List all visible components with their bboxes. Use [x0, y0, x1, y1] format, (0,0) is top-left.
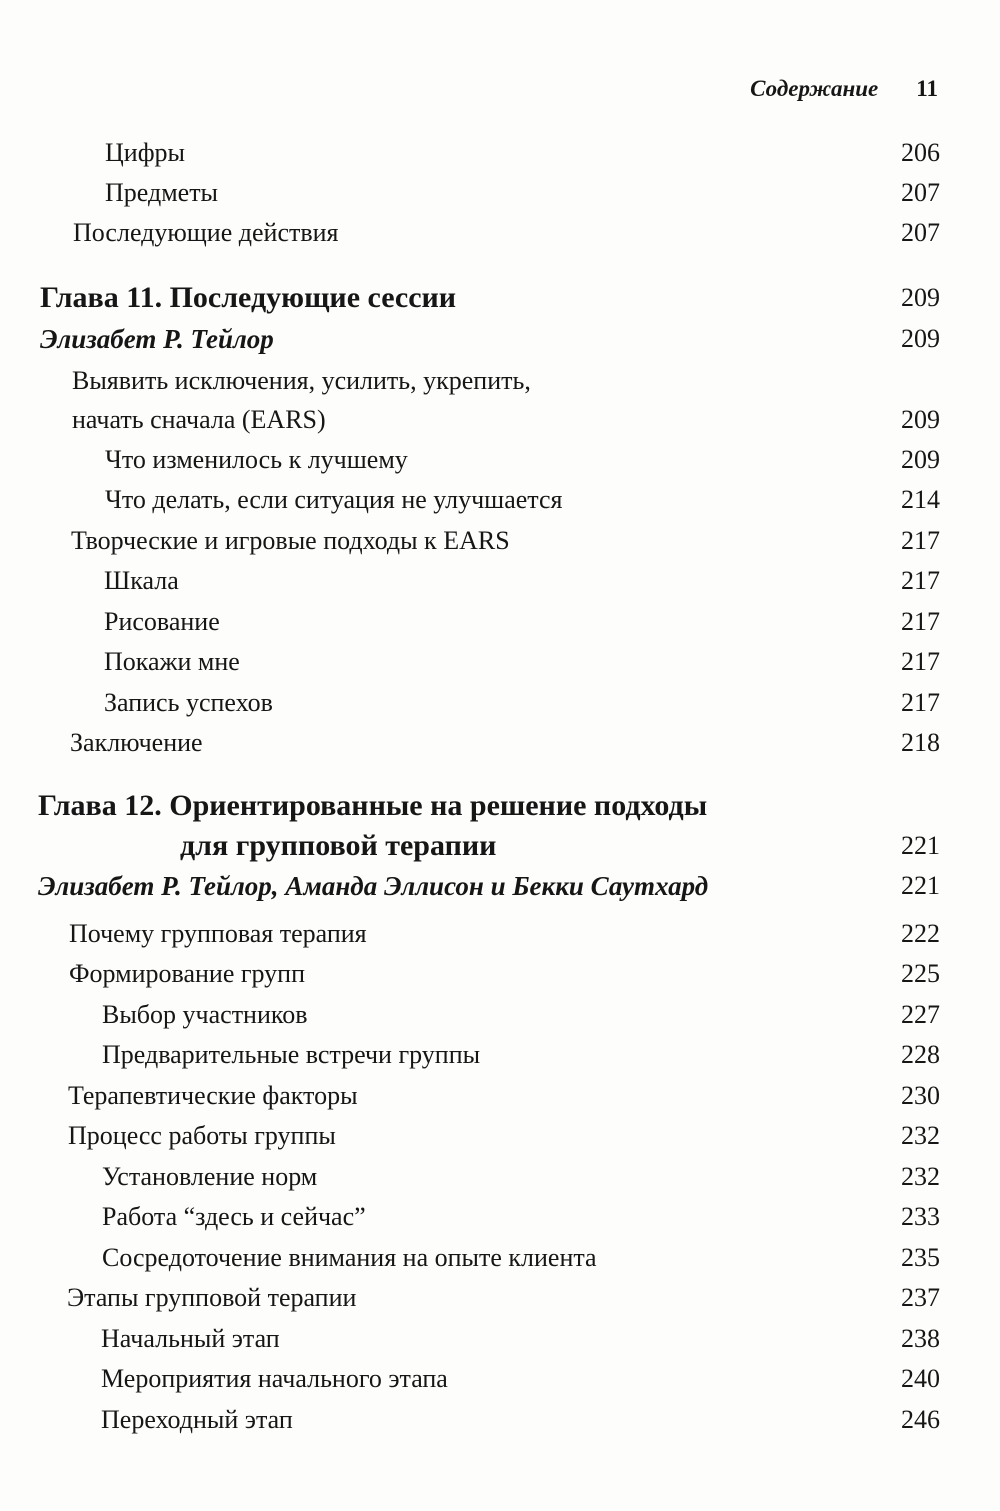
header-page-number: 11 [916, 76, 938, 101]
entry-title: Последующие действия [73, 218, 339, 247]
toc-entry [0, 995, 1000, 1035]
toc-entry [0, 480, 1000, 520]
chapter-author [0, 319, 1000, 359]
entry-title: Установление норм [102, 1162, 318, 1191]
entry-title: Что изменилось к лучшему [105, 445, 408, 474]
entry-title: Предварительные встречи группы [102, 1040, 481, 1069]
entry-page: 207 [901, 178, 940, 207]
entry-title: Процесс работы группы [68, 1121, 336, 1150]
entry-title: Цифры [105, 138, 186, 167]
entry-page: 214 [901, 485, 940, 514]
entry-page: 209 [901, 324, 940, 353]
entry-page: 232 [901, 1121, 940, 1150]
chapter-heading [0, 826, 1000, 866]
toc-entry [0, 954, 1000, 994]
toc-entry [0, 400, 1000, 440]
running-header [750, 76, 938, 102]
toc-entry [0, 561, 1000, 601]
chapter-title: Глава 11. Последующие сессии [40, 281, 457, 314]
toc-entry [0, 521, 1000, 561]
entry-page: 235 [901, 1243, 940, 1272]
entry-title: Переходный этап [101, 1405, 293, 1434]
toc-entry [0, 1116, 1000, 1156]
toc-entry [0, 1359, 1000, 1399]
toc-entry [0, 914, 1000, 954]
entry-page: 221 [901, 831, 940, 860]
entry-title: Покажи мне [104, 647, 240, 676]
toc-entry [0, 1197, 1000, 1237]
entry-title: Заключение [70, 728, 203, 757]
entry-title: Что делать, если ситуация не улучшается [105, 485, 563, 514]
toc-entry [0, 1238, 1000, 1278]
toc-entry [0, 213, 1000, 253]
entry-page: 237 [901, 1283, 940, 1312]
chapter-author [0, 866, 1000, 906]
toc-entry [0, 723, 1000, 763]
toc-entry [0, 440, 1000, 480]
entry-title: Выбор участников [102, 1000, 308, 1029]
toc-entry [0, 173, 1000, 213]
header-title: Содержание [750, 76, 879, 101]
entry-page: 225 [901, 959, 940, 988]
toc-entry [0, 1035, 1000, 1075]
toc-entry [0, 361, 1000, 401]
entry-page: 209 [901, 405, 940, 434]
chapter-heading [0, 278, 1000, 318]
entry-page: 217 [901, 688, 940, 717]
entry-page: 209 [901, 445, 940, 474]
entry-page: 221 [901, 871, 940, 900]
entry-page: 227 [901, 1000, 940, 1029]
entry-page: 217 [901, 647, 940, 676]
entry-title: Мероприятия начального этапа [101, 1364, 448, 1393]
entry-page: 233 [901, 1202, 940, 1231]
toc-entry [0, 133, 1000, 173]
toc-entry [0, 1319, 1000, 1359]
toc-entry [0, 1076, 1000, 1116]
entry-title: Формирование групп [69, 959, 306, 988]
entry-title: Начальный этап [101, 1324, 280, 1353]
author-name: Элизабет Р. Тейлор [40, 324, 274, 354]
entry-page: 222 [901, 919, 940, 948]
entry-title: Терапевтические факторы [68, 1081, 358, 1110]
toc-entry [0, 1400, 1000, 1440]
toc-entry [0, 602, 1000, 642]
toc-entry [0, 642, 1000, 682]
entry-page: 217 [901, 607, 940, 636]
entry-page: 238 [901, 1324, 940, 1353]
entry-title: Почему групповая терапия [69, 919, 367, 948]
entry-title: Рисование [104, 607, 220, 636]
entry-title: Предметы [105, 178, 219, 207]
entry-page: 228 [901, 1040, 940, 1069]
entry-title: Работа “здесь и сейчас” [102, 1202, 366, 1231]
toc-entry [0, 683, 1000, 723]
entry-page: 246 [901, 1405, 940, 1434]
entry-page: 206 [901, 138, 940, 167]
chapter-title-line1: Глава 12. Ориентированные на решение подходы [38, 789, 708, 822]
author-name: Элизабет Р. Тейлор, Аманда Эллисон и Бекки Саутхард [38, 871, 709, 901]
toc-entry [0, 1157, 1000, 1197]
entry-page: 217 [901, 566, 940, 595]
entry-page: 232 [901, 1162, 940, 1191]
entry-title: начать сначала (EARS) [72, 405, 326, 434]
entry-title: Этапы групповой терапии [67, 1283, 357, 1312]
entry-page: 218 [901, 728, 940, 757]
entry-page: 209 [901, 283, 940, 312]
entry-title: Творческие и игровые подходы к EARS [71, 526, 510, 555]
entry-title: Сосредоточение внимания на опыте клиента [102, 1243, 597, 1272]
entry-title: Выявить исключения, усилить, укрепить, [72, 366, 531, 395]
entry-page: 207 [901, 218, 940, 247]
entry-title: Запись успехов [104, 688, 273, 717]
entry-page: 240 [901, 1364, 940, 1393]
toc-entry [0, 1278, 1000, 1318]
entry-page: 230 [901, 1081, 940, 1110]
entry-page: 217 [901, 526, 940, 555]
entry-title: Шкала [104, 566, 179, 595]
chapter-title-line2: для групповой терапии [180, 829, 497, 862]
